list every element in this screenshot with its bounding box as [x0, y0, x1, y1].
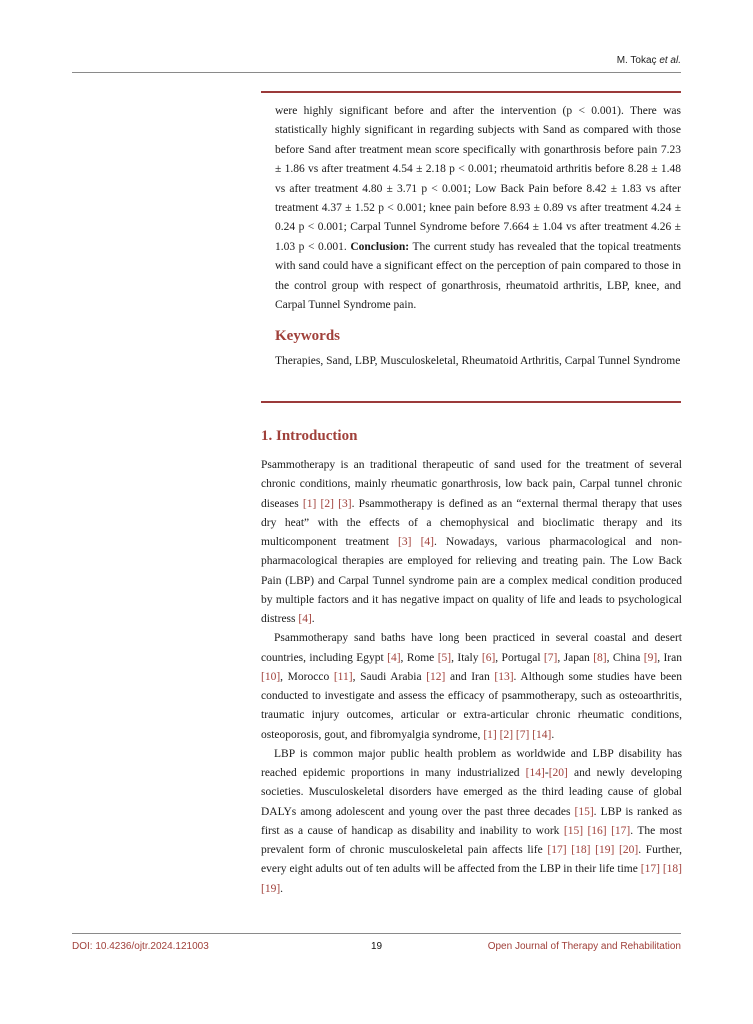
text-run: . Nowadays, various pharmacological and non-pharmacological therapies are employed for relieving and treating pain. The Low Back Pain (LBP) and Carpal Tunnel syndrome pain are a complex medical condition produced by multiple factors and it has negative impact on quality of life and leads to psychological distress — [261, 536, 682, 625]
text-run: and Iran — [445, 670, 495, 683]
conclusion-text: The current study has revealed that the topical treatments with sand could have a significant effect on the perception of pain compared to those in the control group with respect of gonarthrosis, rheumatoid arthritis, LBP, knee, and Carpal Tunnel Syndrome pain. — [275, 240, 681, 312]
paragraph-2 — [261, 629, 682, 745]
citation-link[interactable]: [17] — [547, 844, 567, 856]
paragraph-1 — [261, 456, 682, 629]
citation-link[interactable]: [10] — [261, 670, 281, 683]
text-run: Psammotherapy is an traditional therapeutic of sand used for the treatment of several chronic conditions, mainly rheumatic gonarthrosis, low back pain, Carpal tunnel chronic diseases — [261, 459, 682, 510]
text-run: Psammotherapy sand baths have long been practiced in several coastal and desert countries, including Egypt — [261, 632, 682, 664]
citation-link[interactable]: [15] — [563, 824, 584, 837]
text-run: . The most prevalent form of chronic musculoskeletal pain affects life — [261, 824, 683, 856]
citation-link[interactable]: [19] — [261, 882, 281, 895]
text-run: . — [311, 613, 315, 625]
text-run: LBP is common major public health problem as worldwide and LBP disability has reached epidemic proportions in many industrialized — [261, 747, 682, 779]
text-run: . Although some studies have been conducted to investigate and assess the efficacy of psammotherapy, such as osteoarthritis, traumatic injury outcomes, articular or extra-articular chronic rheumatic conditions, osteoporosis, gout, and fibromyalgia syndrome, — [261, 670, 683, 741]
header-author: M. Tokaç — [616, 55, 657, 66]
text-run: and newly developing societies. Musculoskeletal disorders have emerged as the third leading cause of global DALYs among adolescent and young over the past three decades — [261, 767, 682, 818]
citation-link[interactable]: [7] — [515, 728, 530, 741]
header-etal: et al. — [659, 55, 681, 66]
text-run: . Further, every eight adults out of ten adults will be affected from the LBP in their life time — [261, 844, 683, 876]
footer-doi-link[interactable]: DOI: 10.4236/ojtr.2024.121003 — [72, 941, 209, 952]
citation-link[interactable]: [5] — [437, 651, 452, 664]
text-run: . — [551, 728, 555, 741]
citation-link[interactable]: [14] — [532, 728, 552, 741]
text-run: , Japan — [557, 651, 594, 664]
text-run: , Portugal — [495, 651, 544, 664]
citation-link[interactable]: [3] — [338, 497, 352, 510]
text-run: . — [280, 882, 284, 895]
paragraph-3 — [261, 745, 682, 899]
citation-link[interactable]: [17] — [640, 863, 660, 876]
text-run: - — [544, 767, 549, 779]
citation-link[interactable]: [17] — [611, 824, 631, 837]
citation-link[interactable]: [18] — [662, 863, 682, 876]
citation-link[interactable]: [4] — [420, 536, 434, 548]
citation-link[interactable]: [20] — [548, 767, 568, 779]
citation-link[interactable]: [1] — [483, 728, 497, 741]
conclusion-label: Conclusion: — [350, 240, 410, 253]
citation-link[interactable]: [4] — [387, 651, 401, 664]
running-header — [617, 55, 681, 66]
citation-link[interactable]: [20] — [619, 844, 639, 856]
text-run: , Morocco — [280, 670, 334, 683]
citation-link[interactable]: [8] — [593, 651, 607, 664]
citation-link[interactable]: [6] — [481, 651, 496, 664]
citation-link[interactable]: [14] — [525, 767, 545, 779]
section-heading-introduction: 1. Introduction — [261, 428, 358, 444]
text-run: . LBP is ranked as first as a cause of handicap as disability and inability to work — [261, 805, 682, 837]
page-number: 19 — [371, 941, 383, 952]
citation-link[interactable]: [3] — [398, 536, 412, 548]
abstract-text — [275, 102, 681, 315]
citation-link[interactable]: [4] — [298, 613, 312, 625]
citation-link[interactable]: [7] — [543, 651, 558, 664]
citation-link[interactable]: [15] — [574, 805, 594, 818]
citation-link[interactable]: [2] — [499, 728, 514, 741]
citation-link[interactable]: [12] — [426, 670, 446, 683]
abstract-results: were highly significant before and after the intervention (p < 0.001). There was statistically highly significant in regarding subjects with Sand as compared with those before Sand after treatment mean score specifically with gonarthrosis before pain 7.23 ± 1.86 vs after treatment 4.54 ± 2.18 p < 0.001; rheumatoid arthritis before 8.28 ± 1.48 vs after treatment 4.80 ± 3.71 p < 0.001; Low Back Pain before 8.42 ± 1.83 vs after treatment 4.37 ± 1.52 p < 0.001; knee pain before 8.93 ± 0.89 vs after treatment 4.24 ± 0.24 p < 0.001; Carpal Tunnel Syndrome before 7.664 ± 1.04 vs after treatment 4.26 ± 1.03 p < 0.001. — [275, 105, 681, 253]
text-run: , Rome — [400, 651, 438, 664]
text-run: , China — [606, 651, 644, 664]
citation-link[interactable]: [11] — [333, 670, 353, 683]
citation-link[interactable]: [1] — [302, 497, 317, 510]
keywords-text: Therapies, Sand, LBP, Musculoskeletal, Rheumatoid Arthritis, Carpal Tunnel Syndrome — [275, 355, 681, 367]
citation-link[interactable]: [19] — [595, 844, 615, 856]
citation-link[interactable]: [16] — [587, 824, 607, 837]
citation-link[interactable]: [9] — [643, 651, 658, 664]
footer-divider — [72, 933, 681, 934]
introduction-body — [261, 456, 682, 899]
citation-link[interactable]: [13] — [494, 670, 514, 683]
text-run: , Italy — [451, 651, 482, 664]
citation-link[interactable]: [2] — [320, 497, 334, 510]
citation-link[interactable]: [18] — [571, 844, 591, 856]
abstract-box — [261, 91, 681, 403]
text-run: , Iran — [657, 651, 682, 664]
footer-journal-link[interactable]: Open Journal of Therapy and Rehabilitation — [487, 941, 681, 952]
header-divider — [72, 72, 681, 73]
text-run: . Psammotherapy is defined as an “external thermal therapy that uses dry heat” with the effects of a chemophysical and bioclimatic therapy and its multicomponent treatment — [261, 497, 683, 548]
keywords-heading: Keywords — [275, 328, 340, 344]
text-run: , Saudi Arabia — [352, 670, 427, 683]
